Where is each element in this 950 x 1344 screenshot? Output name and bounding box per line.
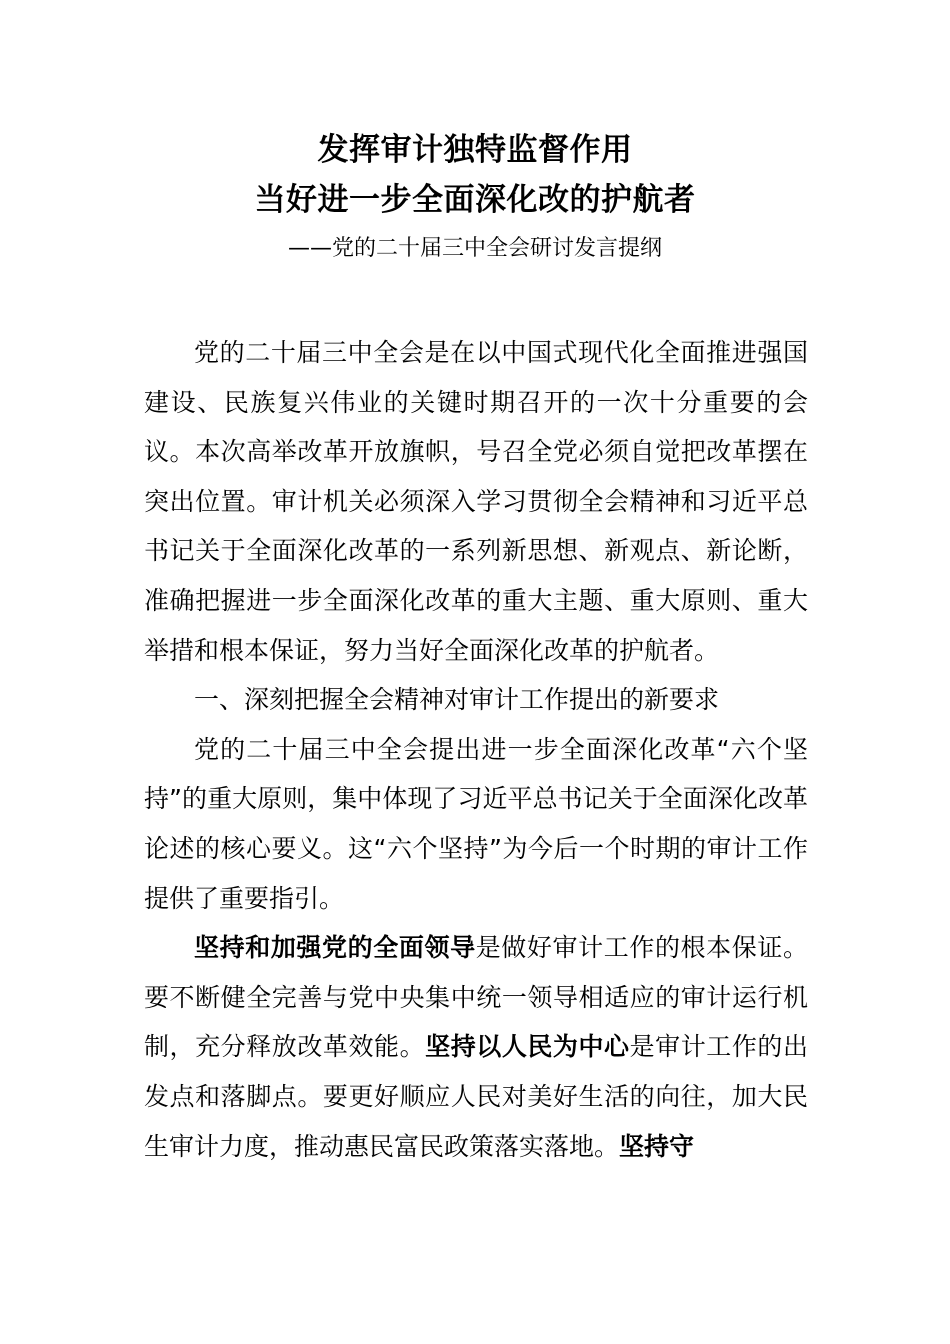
document-body xyxy=(144,328,808,1171)
section-heading-1: 一、深刻把握全会精神对审计工作提出的新要求 xyxy=(194,685,720,715)
document-subtitle: ——党的二十届三中全会研讨发言提纲 xyxy=(287,236,662,261)
paragraph-principles-detail xyxy=(144,923,808,1171)
paragraph-intro: 党的二十届三中全会是在以中国式现代化全面推进强国建设、民族复兴伟业的关键时期召开的一次十分重要的会议。本次高举改革开放旗帜，号召全党必须自觉把改革摆在突出位置。审计机关必须深入学习贯彻全会精神和习近平总书记关于全面深化改革的一系列新思想、新观点、新论断，准确把握进一步全面深化改革的重大主题、重大原则、重大举措和根本保证，努力当好全面深化改革的护航者。 xyxy=(144,338,808,665)
document-title-line-2: 当好进一步全面深化改的护航者 xyxy=(254,182,696,218)
bold-phrase-people-centered: 坚持以人民为中心 xyxy=(425,1032,630,1062)
text-party-leadership: 是做好审计工作的根本保证。要不断健全完善与党中央集中统一领导相适应的审计运行机制，充分释放改革效能。 xyxy=(144,933,808,1062)
paragraph-six-principles: 党的二十届三中全会提出进一步全面深化改革“六个坚持”的重大原则，集中体现了习近平总书记关于全面深化改革论述的核心要义。这“六个坚持”为今后一个时期的审计工作提供了重要指引。 xyxy=(144,734,808,913)
bold-phrase-continued: 坚持守 xyxy=(619,1131,695,1161)
text-people-centered: 是审计工作的出发点和落脚点。要更好顺应人民对美好生活的向往，加大民生审计力度，推动惠民富民政策落实落地。 xyxy=(144,1032,808,1161)
bold-phrase-party-leadership: 坚持和加强党的全面领导 xyxy=(194,933,476,963)
document-title-line-1: 发挥审计独特监督作用 xyxy=(317,132,633,168)
